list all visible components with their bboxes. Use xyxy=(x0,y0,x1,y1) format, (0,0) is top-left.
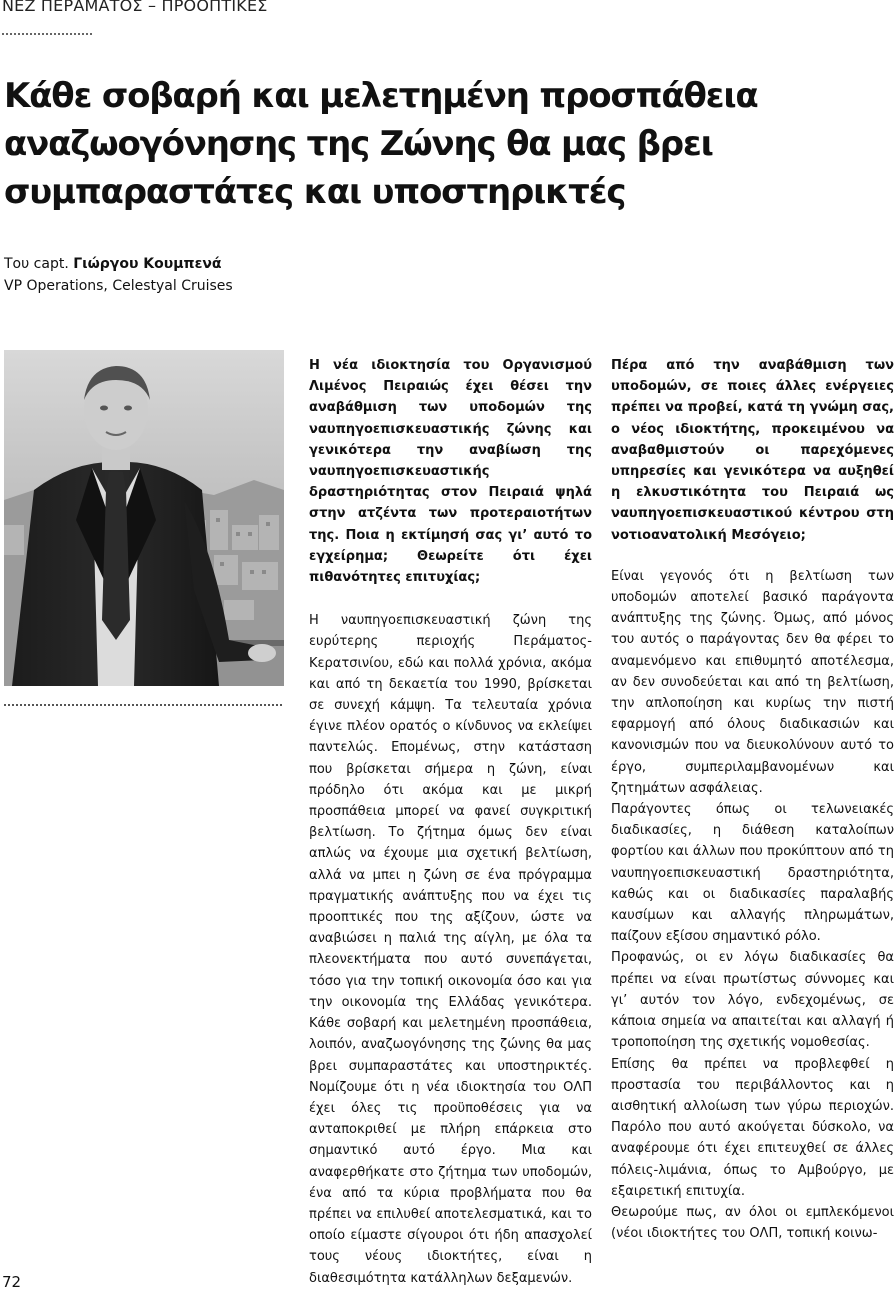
interview-question-2: Πέρα από την αναβάθμιση των υποδομών, σε ποιες άλλες ενέργειες πρέπει να προβεί, κατά τη γνώμη σας, ο νέος ιδιοκτήτης, προκειμένου να αναβαθμιστούν οι παρεχόμενες υπηρεσίες και γενικότερα να αυξηθεί η ελκυστικότητα του Πειραιά ως ναυπηγοεπισκευαστικού κέντρου στη νοτιοανατολική Μεσόγειο; xyxy=(611,358,894,543)
section-divider xyxy=(2,33,92,35)
section-title: ΝΕΖ ΠΕΡΑΜΑΤΟΣ – ΠΡΟΟΠΤΙΚΕΣ xyxy=(2,0,268,15)
article-column-2 xyxy=(611,355,894,1244)
author-photo xyxy=(4,350,284,686)
interview-question-1: Η νέα ιδιοκτησία του Οργανισμού Λιμένος Πειραιώς έχει θέσει την αναβάθμιση των υποδομών της ναυπηγοεπισκευαστικής ζώνης και γενικότερα την αναβίωση της ναυπηγοεπισκευαστικής δραστηριότητας στον Πειραιά ψηλά στην ατζέντα των προτεραιοτήτων της. Ποια η εκτίμησή σας γι’ αυτό το εγχείρημα; Θεωρείτε ότι έχει πιθανότητες επιτυχίας; xyxy=(309,358,592,586)
interview-answer-1: Η ναυπηγοεπισκευαστική ζώνη της ευρύτερης περιοχής Περάματος-Κερατσινίου, εδώ και πολλά χρόνια, ακόμα και από τη δεκαετία του 1990, βρίσκεται σε συνεχή κάμψη. Τα τελευταία χρόνια έγινε πλέον ορατός ο κίνδυνος να εκλείψει παντελώς. Επομένως, στην κατάσταση που βρίσκεται σήμερα η ζώνη, είναι πρόδηλο ότι ακόμα και με μικρή προσπάθεια μπορεί να φανεί συγκριτική βελτίωση. Το ζήτημα όμως δεν είναι απλώς να έχουμε μια σχετική βελτίωση, αλλά να μπει η ζώνη σε ένα πρόγραμμα πραγματικής ανάπτυξης που να έχει τις προοπτικές που της αξίζουν, ώστε να αναβιώσει η παλιά της αίγλη, με όλα τα πλεονεκτήματα που αυτό συνεπάγεται, τόσο για την τοπική οικονομία όσο και για την οικονομία της Ελλάδας γενικότερα. Κάθε σοβαρή και μελετημένη προσπάθεια, λοιπόν, αναζωογόνησης της ζώνης θα μας βρει συμπαραστάτες και υποστηρικτές. Νομίζουμε ότι η νέα ιδιοκτησία του ΟΛΠ έχει όλες τις προϋποθέσεις για να ανταποκριθεί με πλήρη επάρκεια στο σημαντικό αυτό έργο. Μια και αναφερθήκατε στο ζήτημα των υποδομών, ένα από τα κύρια προβλήματα που θα πρέπει να επιλυθεί αποτελεσματικά, και το οποίο είμαστε σίγουροι ότι ήδη απασχολεί τους νέους ιδιοκτήτες, είναι η διαθεσιμότητα κατάλληλων δεξαμενών. xyxy=(309,613,592,1286)
author-role: VP Operations, Celestyal Cruises xyxy=(4,278,233,294)
author-byline xyxy=(4,253,233,297)
answer-2-paragraph-2: Παράγοντες όπως οι τελωνειακές διαδικασίες, η διάθεση καταλοίπων φορτίου και άλλων που προκύπτουν από τη ναυπηγοεπισκευαστική δραστηριότητα, καθώς και οι διαδικασίες παραλαβής καυσίμων και αλλαγής πληρωμάτων, παίζουν εξίσου σημαντικό ρόλο. xyxy=(611,802,894,945)
page-number: 72 xyxy=(2,1273,22,1291)
answer-2-paragraph-5: Θεωρούμε πως, αν όλοι οι εμπλεκόμενοι (νέοι ιδιοκτήτες του ΟΛΠ, τοπική κοινω- xyxy=(611,1204,894,1242)
article-column-1 xyxy=(309,355,592,1289)
answer-2-paragraph-3: Προφανώς, οι εν λόγω διαδικασίες θα πρέπει να είναι πρωτίστως σύννομες και γι’ αυτόν τον λόγο, ενδεχομένως, σε κάποια σημεία να απαιτείται και αλλαγή ή τροποποίηση της σχετικής νομοθεσίας. xyxy=(611,950,894,1051)
article-headline: Κάθε σοβαρή και μελετημένη προσπάθεια αναζωογόνησης της Ζώνης θα μας βρει συμπαραστάτες και υποστηρικτές xyxy=(4,76,758,212)
author-prefix: Του capt. xyxy=(4,256,74,272)
photo-divider xyxy=(4,704,282,706)
author-name: Γιώργου Κουμπενά xyxy=(73,256,222,272)
answer-2-paragraph-1: Είναι γεγονός ότι η βελτίωση των υποδομών αποτελεί βασικό παράγοντα ανάπτυξης της ζώνης. Όμως, από μόνος του αυτός ο παράγοντας δεν θα φέρει το αναμενόμενο και επιθυμητό αποτέλεσμα, αν δεν συνοδεύεται και από τη βελτίωση, την απλοποίηση και κυρίως την πιστή εφαρμογή από όλους διαδικασιών και κανονισμών που να διευκολύνουν αυτό το έργο, συμπεριλαμβανομένων και ζητημάτων ασφάλειας. xyxy=(611,568,894,796)
answer-2-paragraph-4: Επίσης θα πρέπει να προβλεφθεί η προστασία του περιβάλλοντος και η αισθητική αλλοίωση των γύρω περιοχών. Παρόλο που αυτό ακούγεται δύσκολο, να αναφέρουμε ότι έχει επιτευχθεί σε άλλες πόλεις-λιμάνια, όπως το Αμβούργο, με εξαιρετική επιτυχία. xyxy=(611,1056,894,1199)
